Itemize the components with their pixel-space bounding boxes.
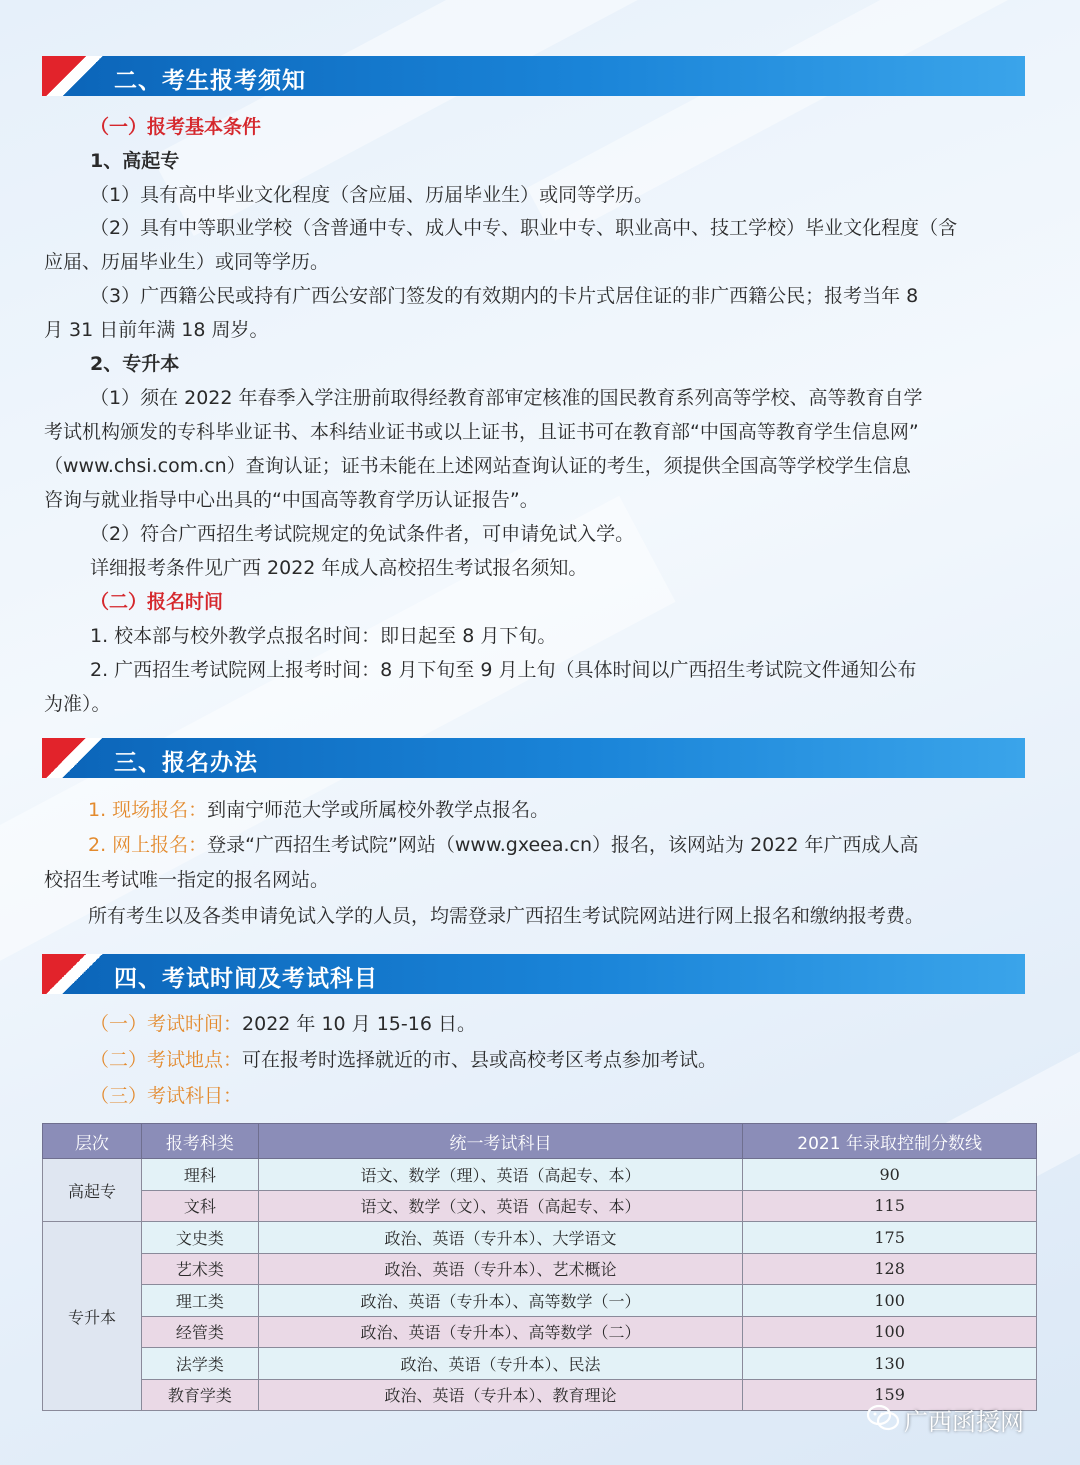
zsb-condition-1b: 考试机构颁发的专科毕业证书、本科结业证书或以上证书，且证书可在教育部“中国高等教育学生信息网” [44, 421, 919, 443]
row-subjects: 政治、英语（专升本）、民法 [258, 1348, 743, 1380]
table-row [43, 1222, 1037, 1254]
zsb-condition-2: （2）符合广西招生考试院规定的免试条件者，可申请免试入学。 [90, 523, 635, 545]
gqz-condition-2a: （2）具有中等职业学校（含普通中专、成人中专、职业中专、职业高中、技工学校）毕业文化程度（含 [90, 217, 958, 239]
section-2-title: 二、考生报考须知 [114, 68, 306, 94]
header-score: 2021 年录取控制分数线 [743, 1124, 1037, 1159]
table-row [43, 1253, 1037, 1285]
zsb-condition-1c: （www.chsi.com.cn）查询认证；证书未能在上述网站查询认证的考生，须提供全国高等学校学生信息 [44, 455, 911, 477]
table-row [43, 1159, 1037, 1191]
row-subjects: 政治、英语（专升本）、教育理论 [258, 1379, 743, 1411]
heading-basic-conditions: （一）报考基本条件 [90, 116, 262, 138]
watermark-text: 广西函授网 [904, 1408, 1024, 1436]
row-category: 理科 [141, 1159, 258, 1191]
header-category: 报考科类 [141, 1124, 258, 1159]
heading-registration-time: （二）报名时间 [90, 591, 224, 613]
section-2-banner [42, 56, 1025, 96]
registration-time-1: 1. 校本部与校外教学点报名时间：即日起至 8 月下旬。 [90, 625, 557, 647]
row-score: 100 [743, 1285, 1037, 1317]
gqz-condition-1: （1）具有高中毕业文化程度（含应届、历届毕业生）或同等学历。 [90, 184, 654, 206]
section-4-banner [42, 954, 1025, 994]
header-subjects: 统一考试科目 [258, 1124, 743, 1159]
row-category: 理工类 [141, 1285, 258, 1317]
onsite-registration-text: 到南宁师范大学或所属校外教学点报名。 [207, 799, 550, 821]
row-subjects: 政治、英语（专升本）、高等数学（一） [258, 1285, 743, 1317]
table-header-row [43, 1124, 1037, 1159]
section-4-title: 四、考试时间及考试科目 [114, 966, 378, 992]
heading-gqz: 1、高起专 [90, 150, 180, 172]
registration-note: 所有考生以及各类申请免试入学的人员，均需登录广西招生考试院网站进行网上报名和缴纳报考费。 [88, 905, 925, 927]
score-table [42, 1123, 1037, 1411]
heading-zsb: 2、专升本 [90, 353, 180, 375]
row-category: 文史类 [141, 1222, 258, 1254]
online-registration-label: 2. 网上报名： [88, 834, 208, 856]
row-subjects: 政治、英语（专升本）、艺术概论 [258, 1253, 743, 1285]
exam-time-text: 2022 年 10 月 15-16 日。 [242, 1013, 476, 1035]
online-registration-continued: 校招生考试唯一指定的报名网站。 [44, 869, 330, 891]
level-gqz: 高起专 [43, 1159, 142, 1222]
table-row [43, 1348, 1037, 1380]
header-level: 层次 [43, 1124, 142, 1159]
exam-time-label: （一）考试时间： [90, 1013, 243, 1035]
gqz-condition-2b: 应届、历届毕业生）或同等学历。 [44, 251, 330, 273]
wechat-icon [866, 1404, 900, 1432]
row-score: 159 [743, 1379, 1037, 1411]
row-category: 经管类 [141, 1316, 258, 1348]
exam-place-text: 可在报考时选择就近的市、县或高校考区考点参加考试。 [242, 1049, 718, 1071]
row-category: 艺术类 [141, 1253, 258, 1285]
row-category: 文科 [141, 1190, 258, 1222]
row-score: 115 [743, 1190, 1037, 1222]
zsb-condition-1a: （1）须在 2022 年春季入学注册前取得经教育部审定核准的国民教育系列高等学校、高等教育自学 [90, 387, 923, 409]
table-row [43, 1190, 1037, 1222]
row-subjects: 政治、英语（专升本）、高等数学（二） [258, 1316, 743, 1348]
onsite-registration-label: 1. 现场报名： [88, 799, 208, 821]
exam-subjects-label: （三）考试科目： [90, 1085, 243, 1107]
section-3-banner [42, 738, 1025, 778]
row-score: 130 [743, 1348, 1037, 1380]
exam-place [90, 1043, 717, 1077]
row-subjects: 语文、数学（理）、英语（高起专、本） [258, 1159, 743, 1191]
row-score: 100 [743, 1316, 1037, 1348]
level-zsb: 专升本 [43, 1222, 142, 1411]
gqz-condition-3a: （3）广西籍公民或持有广西公安部门签发的有效期内的卡片式居住证的非广西籍公民；报考当年 8 [90, 285, 919, 307]
online-registration-text: 登录“广西招生考试院”网站（www.gxeea.cn）报名，该网站为 2022 年广西成人高 [207, 834, 919, 856]
table-row [43, 1316, 1037, 1348]
table-row [43, 1285, 1037, 1317]
row-score: 90 [743, 1159, 1037, 1191]
exam-time [90, 1007, 476, 1041]
exam-place-label: （二）考试地点： [90, 1049, 243, 1071]
row-category: 教育学类 [141, 1379, 258, 1411]
zsb-condition-1d: 咨询与就业指导中心出具的“中国高等教育学历认证报告”。 [44, 489, 539, 511]
row-subjects: 语文、数学（文）、英语（高起专、本） [258, 1190, 743, 1222]
row-category: 法学类 [141, 1348, 258, 1380]
onsite-registration [88, 793, 549, 827]
online-registration [88, 828, 918, 862]
detail-note: 详细报考条件见广西 2022 年成人高校招生考试报名须知。 [90, 557, 588, 579]
row-subjects: 政治、英语（专升本）、大学语文 [258, 1222, 743, 1254]
section-3-title: 三、报名办法 [114, 750, 258, 776]
row-score: 175 [743, 1222, 1037, 1254]
registration-time-2b: 为准）。 [44, 693, 111, 715]
registration-time-2a: 2. 广西招生考试院网上报考时间：8 月下旬至 9 月上旬（具体时间以广西招生考试院文件通知公布 [90, 659, 917, 681]
row-score: 128 [743, 1253, 1037, 1285]
gqz-condition-3b: 月 31 日前年满 18 周岁。 [44, 319, 269, 341]
